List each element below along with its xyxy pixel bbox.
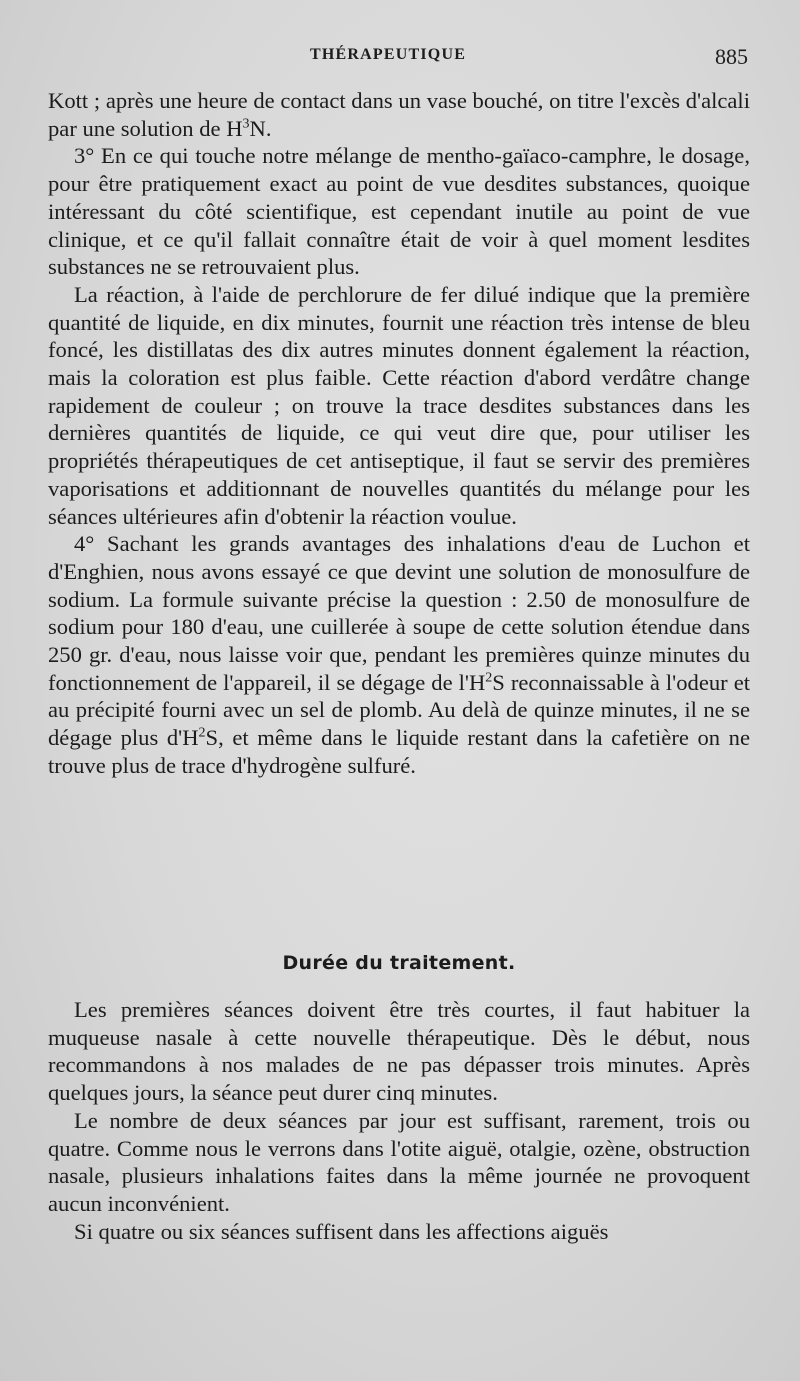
body-text-top	[48, 87, 750, 780]
superscript: 2	[485, 670, 493, 686]
paragraph-4-text: 4° Sachant les grands avantages des inhalations d'eau de Luchon et d'Enghien, nous avons essayé ce que devint une solution de monosulfure de sodium. La formule suivante précise la question : 2.50 de monosulfure de sodium pour 180 d'eau, une cuillerée à soupe de cette solution étendue dans 250 gr. d'eau, nous laisse voir que, pendant les premières quinze minutes du fonctionnement de l'appareil, il se dégage de l'H	[48, 531, 750, 695]
paragraph-2	[48, 142, 750, 281]
running-head	[48, 44, 748, 74]
paragraph-2-text: 3° En ce qui touche notre mélange de mentho-gaïaco-camphre, le dosage, pour être pratiquement exact au point de vue desdites substances, quoique intéressant du côté scientifique, est cependant inutile au point de vue clinique, et ce qu'il fallait connaître était de voir à quel moment lesdites substances ne se retrouvaient plus.	[48, 143, 750, 280]
body-text-bottom	[48, 996, 750, 1245]
paragraph-3	[48, 281, 750, 530]
paragraph-1-text: Kott ; après une heure de contact dans un vase bouché, on titre l'excès d'alcali par une solution de H	[48, 88, 750, 141]
section-paragraph-1: Les premières séances doivent être très courtes, il faut habituer la muqueuse nasale à cette nouvelle thérapeutique. Dès le début, nous recommandons à nos malades de ne pas dépasser trois minutes. Après quelques jours, la séance peut durer cinq minutes.	[48, 997, 750, 1106]
section-paragraph-2: Le nombre de deux séances par jour est suffisant, rarement, trois ou quatre. Comme nous le verrons dans l'otite aiguë, otalgie, ozène, obstruction nasale, plusieurs inhalations faites dans la même journée ne provoquent aucun inconvénient.	[48, 1107, 750, 1216]
paragraph-4-text-mid: S reconnaissable à l'odeur et au précipité fourni avec un sel de plomb. Au delà de quinze minutes, il ne se dégage plus d'H	[48, 669, 750, 751]
section-paragraph-3: Si quatre ou six séances suffisent dans les affections aiguës	[74, 1218, 609, 1244]
superscript: 2	[198, 725, 206, 741]
page-number: 885	[715, 44, 748, 69]
section-heading: Durée du traitement.	[282, 952, 516, 974]
paragraph-4	[48, 530, 750, 779]
paragraph-4-text-end: S, et même dans le liquide restant dans la cafetière on ne trouve plus de trace d'hydrogène sulfuré.	[48, 725, 751, 778]
superscript: 3	[242, 116, 250, 132]
paragraph-1	[48, 87, 750, 142]
paragraph-1-end: N.	[249, 115, 272, 141]
running-head-title: THÉRAPEUTIQUE	[310, 46, 467, 63]
paragraph-3-text: La réaction, à l'aide de perchlorure de fer dilué indique que la première quantité de liquide, en dix minutes, fournit une réaction très intense de bleu foncé, les distillatas des dix autres minutes donnent également la réaction, mais la coloration est plus faible. Cette réaction d'abord verdâtre change rapidement de couleur ; on trouve la trace desdites substances dans les dernières quantités de liquide, ce qui veut dire que, pour utiliser les propriétés thérapeutiques de cet antiseptique, il faut se servir des premières vaporisations et additionnant de nouvelles quantités du mélange pour les séances ultérieures afin d'obtenir la réaction voulue.	[48, 281, 750, 529]
